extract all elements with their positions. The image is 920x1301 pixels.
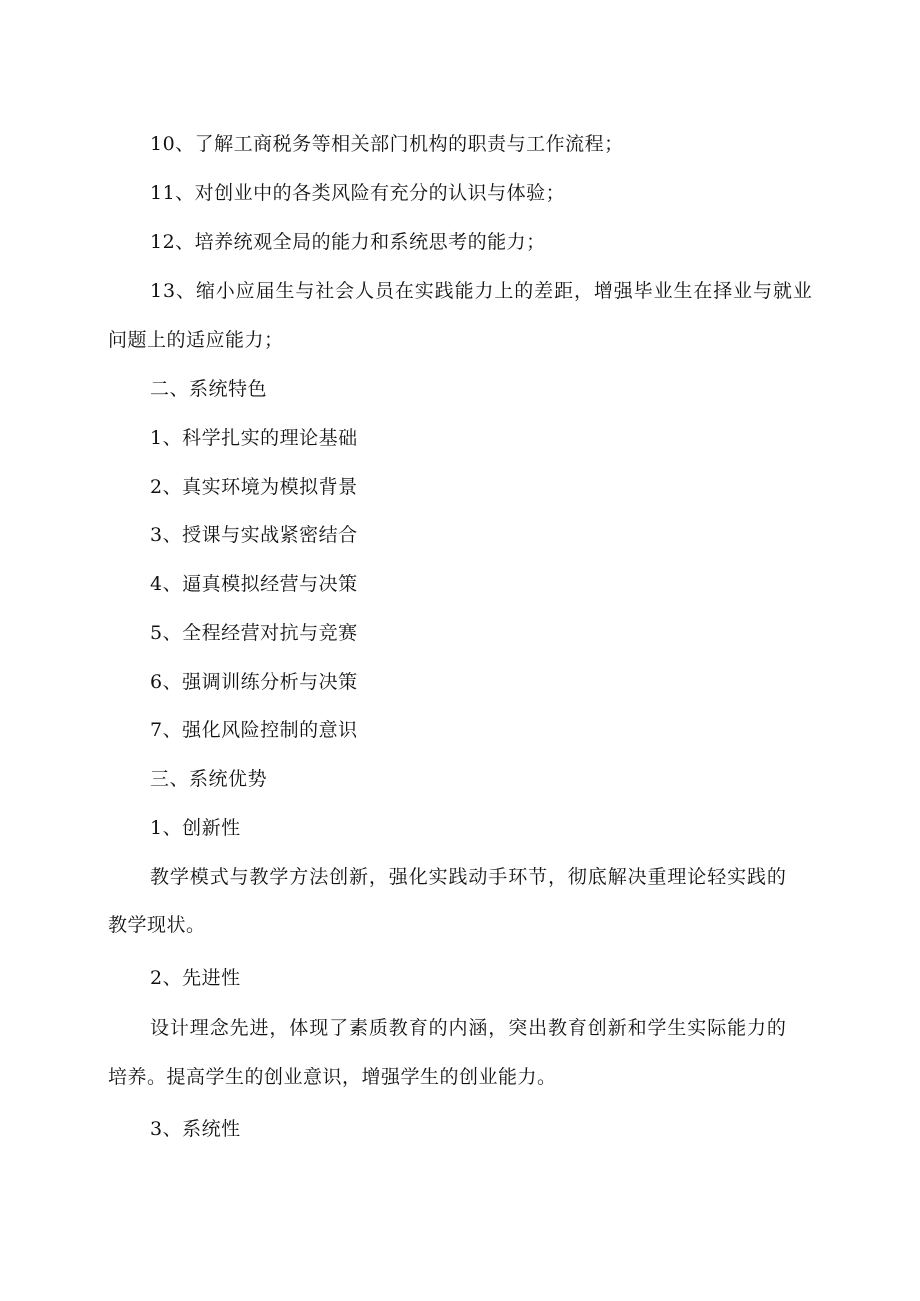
feature-item-3: 3、授课与实战紧密结合	[150, 524, 358, 546]
advantage-heading-innovation: 1、创新性	[150, 817, 241, 839]
advantage-innovation-line-1: 教学模式与教学方法创新，强化实践动手环节，彻底解决重理论轻实践的	[150, 866, 787, 888]
advantage-advanced-line-1: 设计理念先进，体现了素质教育的内涵，突出教育创新和学生实际能力的	[150, 1017, 787, 1039]
goal-item-13-line-2: 问题上的适应能力；	[108, 329, 284, 351]
advantage-innovation-line-2: 教学现状。	[108, 914, 206, 936]
feature-item-7: 7、强化风险控制的意识	[150, 719, 358, 741]
advantage-heading-systematic: 3、系统性	[150, 1118, 241, 1140]
feature-item-2: 2、真实环境为模拟背景	[150, 476, 358, 498]
feature-item-4: 4、逼真模拟经营与决策	[150, 573, 358, 595]
feature-item-6: 6、强调训练分析与决策	[150, 671, 358, 693]
advantage-heading-advanced: 2、先进性	[150, 967, 241, 989]
goal-item-12: 12、培养统观全局的能力和系统思考的能力；	[150, 231, 546, 253]
goal-item-10: 10、了解工商税务等相关部门机构的职责与工作流程；	[150, 133, 624, 155]
advantage-advanced-line-2: 培养。提高学生的创业意识，增强学生的创业能力。	[108, 1066, 557, 1088]
goal-item-13-line-1: 13、缩小应届生与社会人员在实践能力上的差距，增强毕业生在择业与就业	[150, 280, 813, 302]
goal-item-11: 11、对创业中的各类风险有充分的认识与体验；	[150, 182, 566, 204]
feature-item-5: 5、全程经营对抗与竞赛	[150, 622, 358, 644]
feature-item-1: 1、科学扎实的理论基础	[150, 427, 358, 449]
section-heading-features: 二、系统特色	[150, 378, 268, 400]
section-heading-advantages: 三、系统优势	[150, 768, 268, 790]
